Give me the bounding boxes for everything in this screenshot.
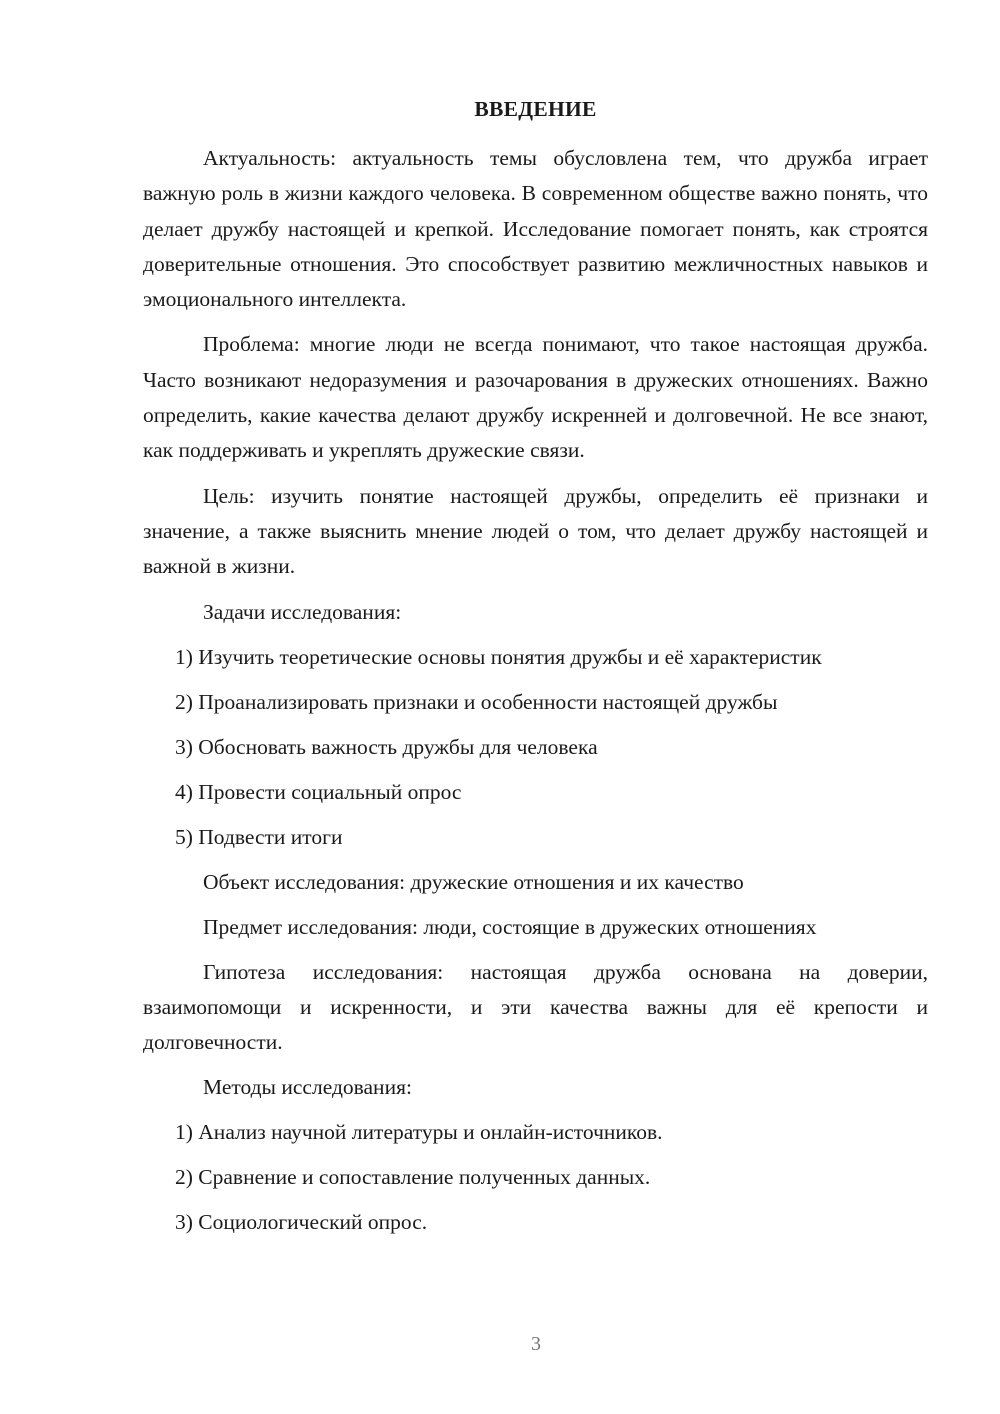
tasks-list [143,640,928,865]
section-title: ВВЕДЕНИЕ [474,97,597,121]
methods-heading: Методы исследования: [203,1075,412,1100]
method-item: 2) Сравнение и сопоставление полученных данных. [175,1165,651,1190]
task-item: 3) Обосновать важность дружбы для человека [175,734,598,759]
task-item: 4) Провести социальный опрос [175,779,462,804]
document-page [143,94,928,1250]
method-item: 3) Социологический опрос. [175,1210,428,1235]
method-item: 1) Анализ научной литературы и онлайн-источников. [175,1120,663,1145]
object-line: Объект исследования: дружеские отношения и их качество [203,869,744,894]
hypothesis-paragraph: Гипотеза исследования: настоящая дружба основана на доверии, взаимопомощи и искренности, и эти качества важны для её крепости и долговечности. [143,959,928,1055]
task-item: 1) Изучить теоретические основы понятия дружбы и её характеристик [175,644,822,669]
methods-list [143,1115,928,1250]
problem-paragraph: Проблема: многие люди не всегда понимают, что такое настоящая дружба. Часто возникают недоразумения и разочарования в дружеских отношениях. Важно определить, какие качества делают дружбу искренней и долговечной. Не все знают, как поддерживать и укреплять дружеские связи. [143,332,928,463]
task-item: 2) Проанализировать признаки и особенности настоящей дружбы [175,689,778,714]
goal-paragraph: Цель: изучить понятие настоящей дружбы, определить её признаки и значение, а также выяснить мнение людей о том, что делает дружбу настоящей и важной в жизни. [143,483,928,579]
relevance-paragraph: Актуальность: актуальность темы обусловлена тем, что дружба играет важную роль в жизни каждого человека. В современном обществе важно понять, что делает дружбу настоящей и крепкой. Исследование помогает понять, как строятся доверительные отношения. Это способствует развитию межличностных навыков и эмоционального интеллекта. [143,146,928,312]
tasks-heading: Задачи исследования: [203,599,402,624]
page-number: 3 [531,1333,541,1355]
task-item: 5) Подвести итоги [175,824,343,849]
subject-line: Предмет исследования: люди, состоящие в дружеских отношениях [203,914,817,939]
